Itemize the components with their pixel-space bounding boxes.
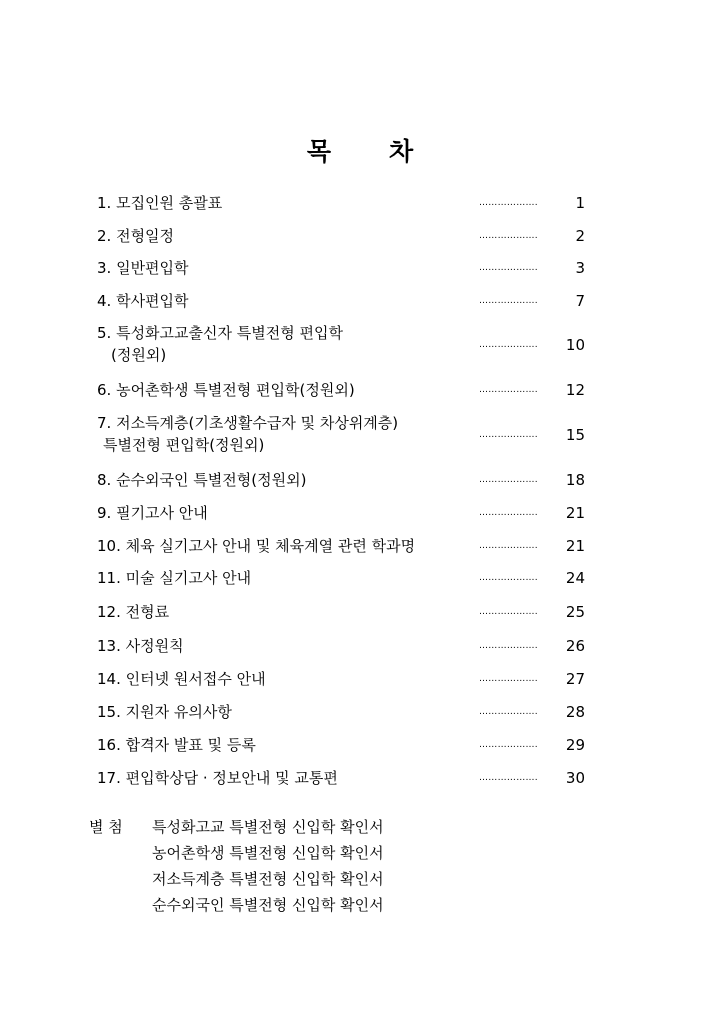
toc-entry-label-line2: (정원외) [111, 346, 167, 364]
toc-entry-page: 1 [575, 194, 585, 212]
toc-entry-leader: ………………. [479, 607, 538, 617]
toc-entry-leader: ………………. [479, 430, 538, 440]
toc-entry-page: 30 [565, 769, 585, 787]
toc-entry-label: 6. 농어촌학생 특별전형 편입학(정원외) [97, 381, 355, 399]
toc-entry-14[interactable] [97, 668, 597, 690]
title-right-char: 차 [389, 137, 414, 166]
toc-entry-page: 27 [565, 670, 585, 688]
toc-entry-label: 1. 모집인원 총괄표 [97, 194, 223, 212]
toc-entry-6[interactable] [97, 379, 597, 401]
toc-entry-leader: ………………. [479, 385, 538, 395]
toc-entry-label: 12. 전형료 [97, 603, 170, 621]
toc-entry-page: 25 [565, 603, 585, 621]
toc-entry-leader: ………………. [479, 740, 538, 750]
toc-entry-page: 12 [565, 381, 585, 399]
toc-entry-label: 4. 학사편입학 [97, 292, 189, 310]
toc-entry-label: 11. 미술 실기고사 안내 [97, 569, 252, 587]
toc-entry-3[interactable] [97, 257, 597, 279]
toc-entry-page: 7 [575, 292, 585, 310]
toc-entry-leader: ………………. [479, 231, 538, 241]
toc-entry-11[interactable] [97, 567, 597, 589]
appendix-list [152, 814, 384, 918]
toc-entry-2[interactable] [97, 225, 597, 247]
toc-entry-9[interactable] [97, 502, 597, 524]
toc-entry-label: 17. 편입학상담 · 정보안내 및 교통편 [97, 769, 338, 787]
toc-entry-12[interactable] [97, 601, 597, 623]
appendix-item[interactable]: 순수외국인 특별전형 신입학 확인서 [152, 896, 384, 914]
toc-entry-label-line2: 특별전형 편입학(정원외) [103, 436, 265, 454]
toc-entry-label: 9. 필기고사 안내 [97, 504, 208, 522]
toc-entry-page: 29 [565, 736, 585, 754]
toc-entry-leader: ………………. [479, 508, 538, 518]
toc-entry-page: 15 [565, 426, 585, 444]
toc-entry-page: 24 [565, 569, 585, 587]
toc-entry-page: 21 [565, 504, 585, 522]
toc-entry-leader: ………………. [479, 674, 538, 684]
toc-entry-leader: ………………. [479, 340, 538, 350]
toc-entry-label: 15. 지원자 유의사항 [97, 703, 232, 721]
toc-entry-page: 18 [565, 471, 585, 489]
appendix-item[interactable]: 저소득계층 특별전형 신입학 확인서 [152, 870, 384, 888]
title-left-char: 목 [306, 137, 331, 166]
toc-entry-page: 28 [565, 703, 585, 721]
appendix-item[interactable]: 특성화고교 특별전형 신입학 확인서 [152, 818, 384, 836]
toc-entry-17[interactable] [97, 767, 597, 789]
toc-entry-label: 3. 일반편입학 [97, 259, 189, 277]
appendix-item[interactable]: 농어촌학생 특별전형 신입학 확인서 [152, 844, 384, 862]
toc-entry-leader: ………………. [479, 707, 538, 717]
toc-entry-label: 13. 사정원칙 [97, 637, 184, 655]
toc-entry-13[interactable] [97, 635, 597, 657]
toc-entry-7[interactable] [97, 412, 597, 458]
toc-entry-leader: ………………. [479, 773, 538, 783]
toc-entry-label: 16. 합격자 발표 및 등록 [97, 736, 256, 754]
toc-entry-10[interactable] [97, 535, 597, 557]
toc-entry-page: 2 [575, 227, 585, 245]
toc-entry-leader: ………………. [479, 541, 538, 551]
toc-entry-label: 10. 체육 실기고사 안내 및 체육계열 관련 학과명 [97, 537, 416, 555]
toc-entry-1[interactable] [97, 192, 597, 214]
toc-entry-15[interactable] [97, 701, 597, 723]
toc-entry-page: 10 [565, 336, 585, 354]
toc-entry-label: 14. 인터넷 원서접수 안내 [97, 670, 266, 688]
toc-entry-page: 26 [565, 637, 585, 655]
toc-entry-label: 2. 전형일정 [97, 227, 175, 245]
toc-entry-page: 21 [565, 537, 585, 555]
toc-entry-page: 3 [575, 259, 585, 277]
toc-entry-8[interactable] [97, 469, 597, 491]
toc-entry-leader: ………………. [479, 198, 538, 208]
toc-entry-leader: ………………. [479, 296, 538, 306]
toc-entry-label [97, 322, 343, 366]
toc-entry-leader: ………………. [479, 475, 538, 485]
toc-entry-leader: ………………. [479, 641, 538, 651]
toc-entry-label-line1: 5. 특성화고교출신자 특별전형 편입학 [97, 324, 343, 342]
toc-entry-4[interactable] [97, 290, 597, 312]
toc-entry-16[interactable] [97, 734, 597, 756]
toc-entry-label [97, 412, 398, 456]
toc-entry-label-line1: 7. 저소득계층(기초생활수급자 및 차상위계층) [97, 414, 399, 432]
appendix-heading: 별 첨 [89, 818, 123, 836]
toc-entry-5[interactable] [97, 322, 597, 368]
toc-entry-label: 8. 순수외국인 특별전형(정원외) [97, 471, 307, 489]
toc-entry-leader: ………………. [479, 573, 538, 583]
toc-entry-leader: ………………. [479, 263, 538, 273]
page-title [0, 132, 720, 168]
